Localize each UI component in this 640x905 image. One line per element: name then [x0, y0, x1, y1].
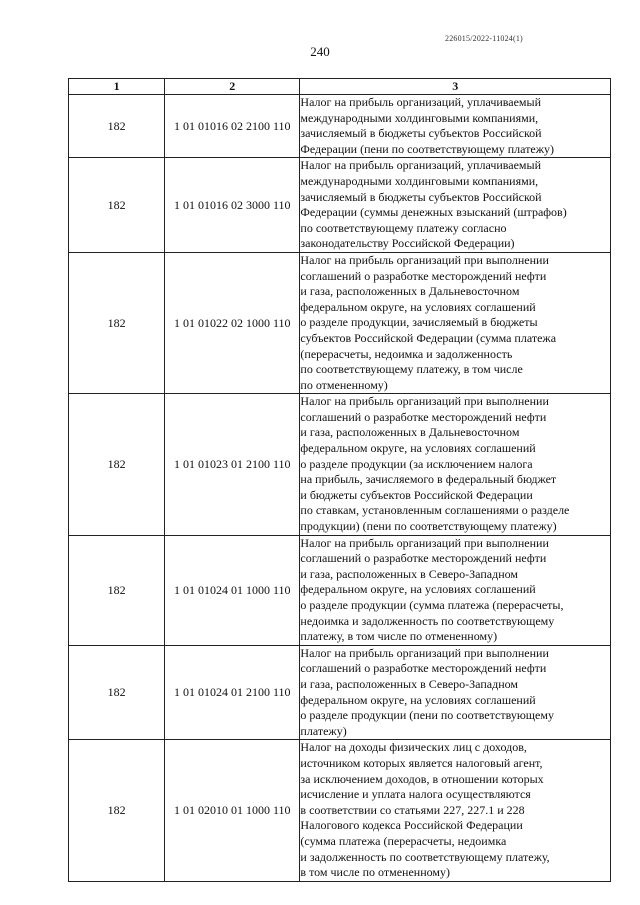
description-cell: Налог на прибыль организаций, уплачиваемый международными холдинговыми компаниями, зачисляемый в бюджеты субъектов Российской Федерации (пени по соответствующему платежу) [300, 95, 611, 158]
budget-code-cell: 1 01 02010 01 1000 110 [165, 740, 300, 881]
budget-code-cell: 1 01 01024 01 1000 110 [165, 535, 300, 645]
table-row [69, 394, 611, 535]
table-row [69, 740, 611, 881]
description-cell: Налог на доходы физических лиц с доходов, источником которых является налоговый агент, за исключением доходов, в отношении которых исчисление и уплата налога осуществляются в соответствии со статьями 227, 227.1 и 228 Налогового кодекса Российской Федерации (сумма платежа (перерасчеты, недоимка и задолженность по соответствующему платежу, в том числе по отмененному) [300, 740, 611, 881]
admin-code-cell: 182 [69, 158, 165, 253]
description-cell: Налог на прибыль организаций при выполнении соглашений о разработке месторождений нефти и газа, расположенных в Дальневосточном федеральном округе, на условиях соглашений о разделе продукции (за исключением налога на прибыль, зачисляемого в федеральный бюджет и бюджеты субъектов Российской Федерации по ставкам, установленным соглашениями о разделе продукции) (пени по соответствующему платежу) [300, 394, 611, 535]
document-id: 226015/2022-11024(1) [445, 34, 523, 43]
admin-code-cell: 182 [69, 95, 165, 158]
column-header-3: 3 [300, 79, 611, 95]
admin-code-cell: 182 [69, 535, 165, 645]
page-number: 240 [310, 44, 330, 59]
description-cell: Налог на прибыль организаций при выполнении соглашений о разработке месторождений нефти и газа, расположенных в Северо-Западном федеральном округе, на условиях соглашений о разделе продукции (сумма платежа (перерасчеты, недоимка и задолженность по соответствующему платежу, в том числе по отмененному) [300, 535, 611, 645]
table-body [69, 95, 611, 882]
description-cell: Налог на прибыль организаций при выполнении соглашений о разработке месторождений нефти и газа, расположенных в Северо-Западном федеральном округе, на условиях соглашений о разделе продукции (пени по соответствующему платежу) [300, 645, 611, 740]
budget-code-cell: 1 01 01024 01 2100 110 [165, 645, 300, 740]
budget-code-cell: 1 01 01022 02 1000 110 [165, 252, 300, 393]
admin-code-cell: 182 [69, 645, 165, 740]
table-row [69, 535, 611, 645]
budget-code-cell: 1 01 01023 01 2100 110 [165, 394, 300, 535]
budget-code-cell: 1 01 01016 02 2100 110 [165, 95, 300, 158]
table-row [69, 158, 611, 253]
description-cell: Налог на прибыль организаций при выполнении соглашений о разработке месторождений нефти и газа, расположенных в Дальневосточном федеральном округе, на условиях соглашений о разделе продукции, зачисляемый в бюджеты субъектов Российской Федерации (сумма платежа (перерасчеты, недоимка и задолженность по соответствующему платежу, в том числе по отмененному) [300, 252, 611, 393]
column-header-2: 2 [165, 79, 300, 95]
table-header-row [69, 79, 611, 95]
table-row [69, 252, 611, 393]
column-header-1: 1 [69, 79, 165, 95]
budget-codes-table [68, 78, 611, 882]
admin-code-cell: 182 [69, 252, 165, 393]
table-row [69, 95, 611, 158]
description-cell: Налог на прибыль организаций, уплачиваемый международными холдинговыми компаниями, зачисляемый в бюджеты субъектов Российской Федерации (суммы денежных взысканий (штрафов) по соответствующему платежу согласно законодательству Российской Федерации) [300, 158, 611, 253]
table-row [69, 645, 611, 740]
table-header [69, 79, 611, 95]
admin-code-cell: 182 [69, 394, 165, 535]
admin-code-cell: 182 [69, 740, 165, 881]
budget-code-cell: 1 01 01016 02 3000 110 [165, 158, 300, 253]
